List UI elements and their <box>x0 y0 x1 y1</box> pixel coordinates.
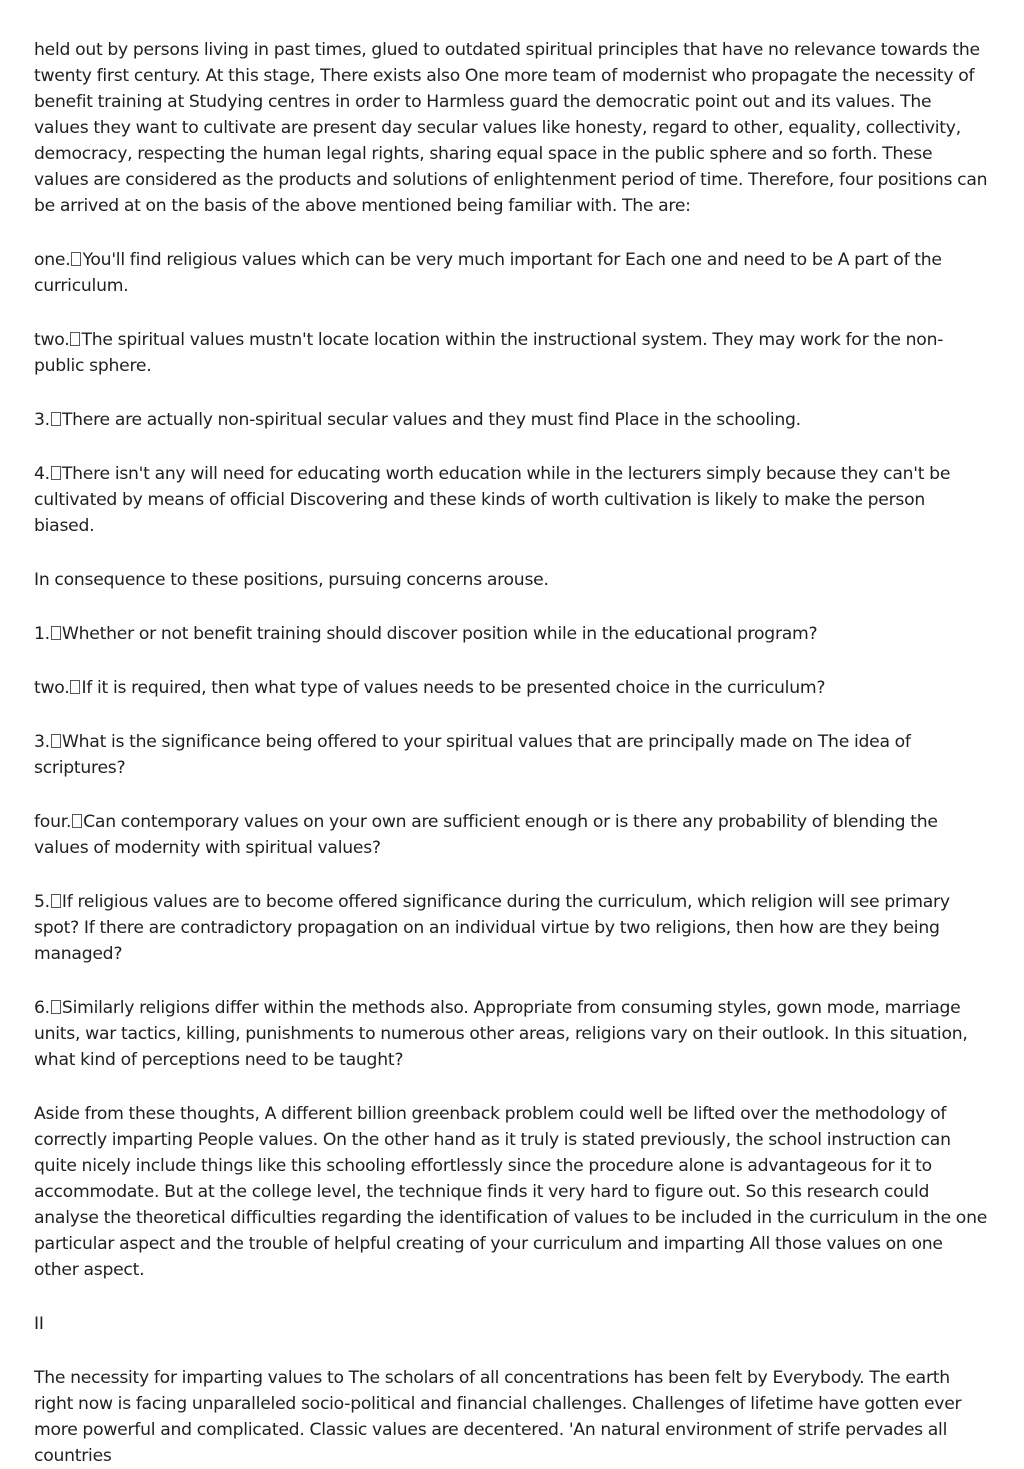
item-first-word: If <box>81 678 93 698</box>
position-item <box>34 407 990 433</box>
question-item <box>34 675 990 701</box>
question-item <box>34 809 990 861</box>
missing-glyph-icon <box>51 466 61 480</box>
question-item <box>34 889 990 967</box>
item-number: four. <box>34 812 72 832</box>
intro-paragraph: held out by persons living in past times, glued to outdated spiritual principles that have no relevance towards the twenty first century. At this stage, There exists also One more team of modernist who propagate the necessity of benefit training at Studying centres in order to Harmless guard the democratic point out and its values. The values they want to cultivate are present day secular values like honesty, regard to other, equality, collectivity, democracy, respecting the human legal rights, sharing equal space in the public sphere and so forth. These values are considered as the products and solutions of enlightenment period of time. Therefore, four positions can be arrived at on the basis of the above mentioned being familiar with. The are: <box>34 40 988 216</box>
item-number: 5. <box>34 892 50 912</box>
item-first-word: There <box>61 464 110 484</box>
item-first-word: What <box>61 732 107 752</box>
item-text: is the significance being offered to your spiritual values that are principally made on The idea of scriptures? <box>34 732 911 778</box>
closing-paragraph: The necessity for imparting values to The scholars of all concentrations has been felt by Everybody. The earth right now is facing unparalleled socio-political and financial challenges. Challenges of lifetime have gotten ever more powerful and complicated. Classic values are decentered. 'An natural environment of strife pervades all countries <box>34 1368 962 1466</box>
missing-glyph-icon <box>70 680 80 694</box>
missing-glyph-icon <box>51 412 61 426</box>
item-number: two. <box>34 678 70 698</box>
item-number: 6. <box>34 998 50 1018</box>
position-item <box>34 461 990 539</box>
missing-glyph-icon <box>71 252 81 266</box>
item-text: are actually non-spiritual secular values and they must find Place in the schooling. <box>114 410 801 430</box>
question-item <box>34 729 990 781</box>
question-item <box>34 621 990 647</box>
item-first-word: There <box>61 410 110 430</box>
missing-glyph-icon <box>70 332 80 346</box>
questions-list <box>34 621 990 1073</box>
item-text: contemporary values on your own are sufficient enough or is there any probability of blending the values of modernity with spiritual values? <box>34 812 938 858</box>
item-number: one. <box>34 250 71 270</box>
missing-glyph-icon <box>51 734 61 748</box>
item-number: 4. <box>34 464 50 484</box>
item-first-word: Can <box>83 812 116 832</box>
aside-paragraph: Aside from these thoughts, A different billion greenback problem could well be lifted over the methodology of correctly imparting People values. On the other hand as it truly is stated previously, the school instruction can quite nicely include things like this schooling effortlessly since the procedure alone is advantageous for it to accommodate. But at the college level, the technique finds it very hard to figure out. So this research could analyse the theoretical difficulties regarding the identification of values to be included in the curriculum in the one particular aspect and the trouble of helpful creating of your curriculum and imparting All those values on one other aspect. <box>34 1104 988 1280</box>
missing-glyph-icon <box>51 894 61 908</box>
positions-list <box>34 247 990 539</box>
question-item <box>34 995 990 1073</box>
section-marker: II <box>34 1314 44 1334</box>
missing-glyph-icon <box>51 626 61 640</box>
item-first-word: The <box>81 330 113 350</box>
item-text: religious values are to become offered significance during the curriculum, which religion will see primary spot? If there are contradictory propagation on an individual virtue by two religions, then how are they being managed? <box>34 892 950 964</box>
item-number: 3. <box>34 410 50 430</box>
item-first-word: If <box>61 892 73 912</box>
item-text: or not benefit training should discover position while in the educational program? <box>138 624 818 644</box>
item-text: spiritual values mustn't locate location within the instructional system. They may work for the non-public sphere. <box>34 330 944 376</box>
item-first-word: Whether <box>61 624 134 644</box>
item-text: it is required, then what type of values needs to be presented choice in the curriculum? <box>97 678 826 698</box>
position-item <box>34 247 990 299</box>
item-text: isn't any will need for educating worth education while in the lecturers simply because they can't be cultivated by means of official Discovering and these kinds of worth cultivation is likely to make the person biased. <box>34 464 951 536</box>
item-number: 3. <box>34 732 50 752</box>
missing-glyph-icon <box>72 814 82 828</box>
item-first-word: Similarly <box>61 998 135 1018</box>
position-item <box>34 327 990 379</box>
item-text: religions differ within the methods also. Appropriate from consuming styles, gown mode, marriage units, war tactics, killing, punishments to numerous other areas, religions vary on their outlook. In this situation, what kind of perceptions need to be taught? <box>34 998 968 1070</box>
item-number: 1. <box>34 624 50 644</box>
consequence-paragraph: In consequence to these positions, pursuing concerns arouse. <box>34 570 549 590</box>
item-text: find religious values which can be very much important for Each one and need to be A part of the curriculum. <box>34 250 942 296</box>
item-first-word: You'll <box>82 250 125 270</box>
item-number: two. <box>34 330 70 350</box>
missing-glyph-icon <box>51 1000 61 1014</box>
